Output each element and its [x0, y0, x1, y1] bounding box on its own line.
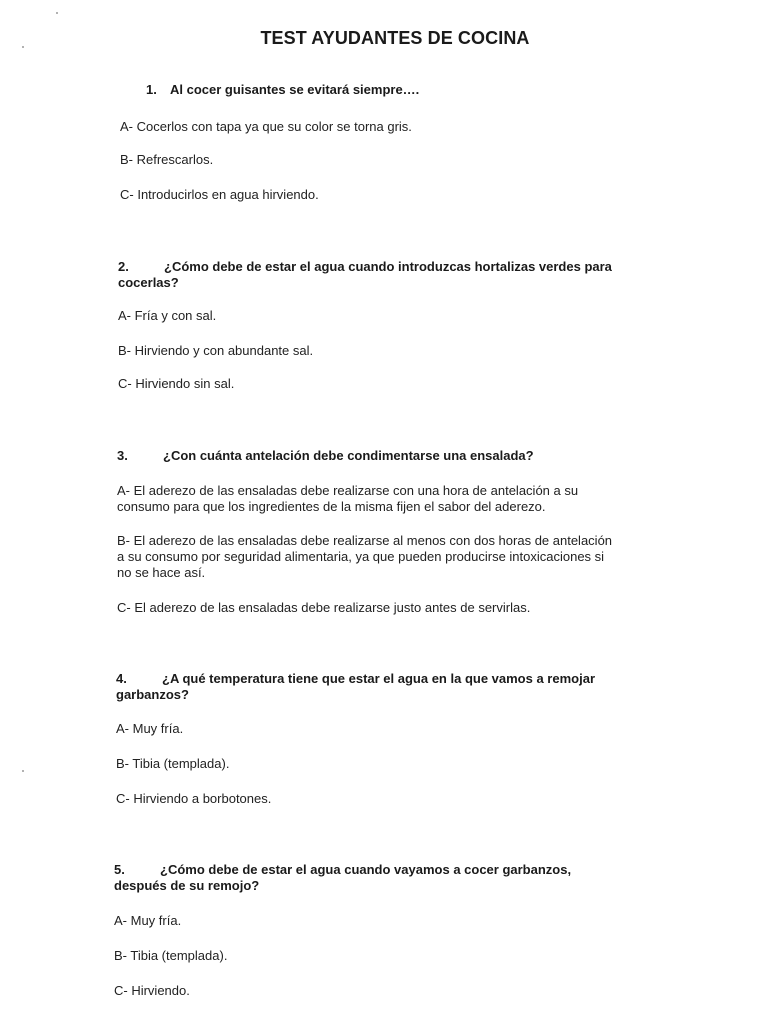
option-5a: A- Muy fría.	[114, 913, 182, 928]
option-4b: B- Tibia (templada).	[116, 756, 230, 771]
question-text-continued: garbanzos?	[116, 687, 189, 702]
option-2a: A- Fría y con sal.	[118, 308, 217, 323]
option-3a	[117, 483, 677, 515]
question-text: ¿Cómo debe de estar el agua cuando vayamos a cocer garbanzos,	[160, 862, 572, 877]
question-text: ¿Cómo debe de estar el agua cuando introduzcas hortalizas verdes para	[164, 259, 612, 274]
question-number: 1.	[146, 82, 157, 97]
option-2c: C- Hirviendo sin sal.	[118, 376, 235, 391]
option-line: a su consumo por seguridad alimentaria, ya que pueden producirse intoxicaciones si	[117, 549, 605, 564]
option-4c: C- Hirviendo a borbotones.	[116, 791, 272, 806]
scan-speck	[22, 770, 24, 772]
option-1c: C- Introducirlos en agua hirviendo.	[120, 187, 319, 202]
question-5	[114, 862, 571, 894]
option-5c: C- Hirviendo.	[114, 983, 190, 998]
question-2	[118, 259, 612, 291]
option-line: C- El aderezo de las ensaladas debe realizarse justo antes de servirlas.	[117, 600, 531, 615]
option-1a: A- Cocerlos con tapa ya que su color se torna gris.	[120, 119, 412, 134]
option-3b	[117, 533, 677, 581]
question-text: ¿A qué temperatura tiene que estar el agua en la que vamos a remojar	[162, 671, 595, 686]
option-3c	[117, 600, 677, 616]
scan-speck	[56, 12, 58, 14]
question-number: 5.	[114, 862, 125, 877]
question-number: 2.	[118, 259, 129, 274]
question-text: Al cocer guisantes se evitará siempre….	[170, 82, 420, 97]
question-1	[146, 82, 419, 98]
option-line: A- El aderezo de las ensaladas debe realizarse con una hora de antelación a su	[117, 483, 579, 498]
question-text-continued: cocerlas?	[118, 275, 179, 290]
question-number: 3.	[117, 448, 128, 463]
option-2b: B- Hirviendo y con abundante sal.	[118, 343, 314, 358]
option-1b: B- Refrescarlos.	[120, 152, 214, 167]
option-line: no se hace así.	[117, 565, 206, 580]
question-3	[117, 448, 534, 464]
option-line: consumo para que los ingredientes de la misma fijen el sabor del aderezo.	[117, 499, 546, 514]
option-line: B- El aderezo de las ensaladas debe realizarse al menos con dos horas de antelación	[117, 533, 613, 548]
question-text: ¿Con cuánta antelación debe condimentarse una ensalada?	[163, 448, 534, 463]
question-number: 4.	[116, 671, 127, 686]
question-4	[116, 671, 595, 703]
question-text-continued: después de su remojo?	[114, 878, 260, 893]
option-4a: A- Muy fría.	[116, 721, 184, 736]
page-title: TEST AYUDANTES DE COCINA	[260, 28, 530, 48]
option-5b: B- Tibia (templada).	[114, 948, 228, 963]
